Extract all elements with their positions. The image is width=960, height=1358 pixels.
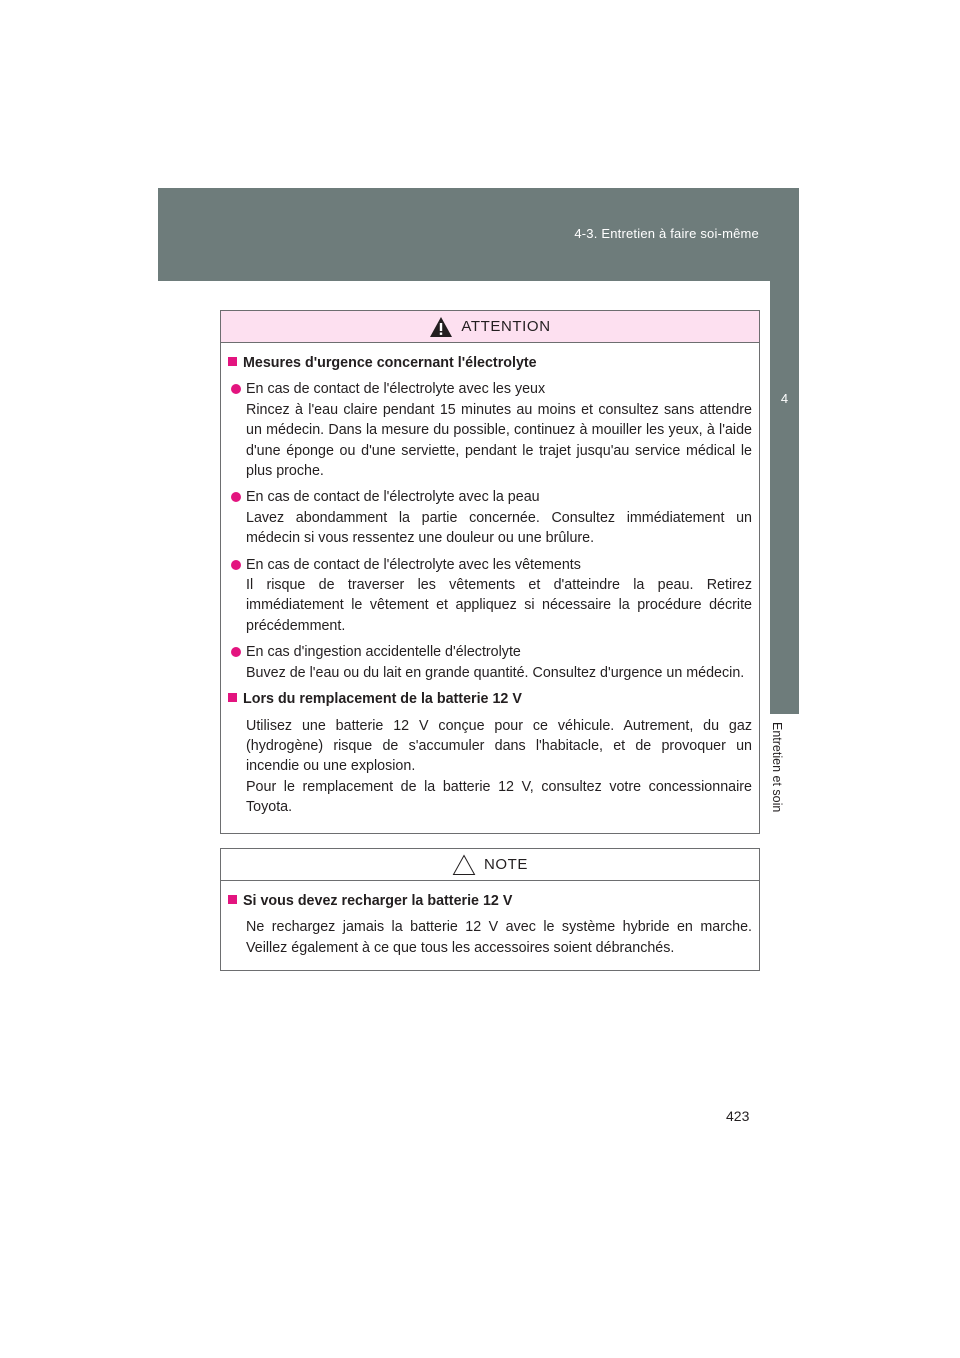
heading-text: Lors du remplacement de la batterie 12 V xyxy=(243,691,522,708)
warning-icon xyxy=(429,316,453,338)
note-body xyxy=(221,881,759,958)
page-number: 423 xyxy=(726,1108,750,1124)
section-heading xyxy=(228,891,752,911)
attention-box xyxy=(220,310,760,834)
item-text: Il risque de traverser les vêtements et d'atteindre la peau. Retirez immédiatement le vêtement et appliquez si nécessaire la procédure décrite précédemment. xyxy=(246,577,752,634)
section-heading xyxy=(228,353,752,373)
item-text: Buvez de l'eau ou du lait en grande quantité. Consultez d'urgence un médecin. xyxy=(246,664,745,681)
note-box xyxy=(220,848,760,971)
square-bullet-icon xyxy=(228,693,237,702)
list-item xyxy=(228,642,752,683)
round-bullet-icon xyxy=(231,384,241,394)
chapter-tab xyxy=(770,376,799,714)
section-heading xyxy=(228,689,752,709)
item-text: Rincez à l'eau claire pendant 15 minutes au moins et consultez sans attendre un médecin. Dans la mesure du possible, continuez à mouiller les yeux, à l'aide d'une éponge ou d'une serviette, pendant le trajet jusqu'au service médical le plus proche. xyxy=(246,401,752,480)
list-item xyxy=(228,379,752,481)
item-title: En cas d'ingestion accidentelle d'électrolyte xyxy=(246,644,521,661)
list-item xyxy=(228,555,752,637)
note-title: NOTE xyxy=(483,856,529,873)
note-header xyxy=(221,849,759,881)
chapter-number: 4 xyxy=(780,391,789,406)
heading-text: Mesures d'urgence concernant l'électrolyte xyxy=(243,355,537,371)
round-bullet-icon xyxy=(231,647,241,657)
paragraph: Utilisez une batterie 12 V conçue pour ce véhicule. Autrement, du gaz (hydrogène) risque de s'accumuler dans l'habitacle, et de provoquer un incendie ou une explosion. xyxy=(246,717,752,775)
list-item xyxy=(228,487,752,548)
heading-text: Si vous devez recharger la batterie 12 V xyxy=(243,893,513,909)
item-title: En cas de contact de l'électrolyte avec les vêtements xyxy=(246,556,581,573)
section-title: 4-3. Entretien à faire soi-même xyxy=(574,226,759,241)
header-band xyxy=(158,188,799,281)
attention-title: ATTENTION xyxy=(461,318,551,335)
paragraph: Pour le remplacement de la batterie 12 V, consultez votre concessionnaire Toyota. xyxy=(246,778,752,816)
item-title: En cas de contact de l'électrolyte avec la peau xyxy=(246,489,540,506)
square-bullet-icon xyxy=(228,357,237,366)
chapter-label: Entretien et soin xyxy=(770,722,784,813)
paragraph: Ne rechargez jamais la batterie 12 V avec le système hybride en marche. Veillez également à ce que tous les accessoires soient débranchés. xyxy=(246,919,752,956)
attention-body xyxy=(221,343,759,818)
round-bullet-icon xyxy=(231,560,241,570)
square-bullet-icon xyxy=(228,895,237,904)
attention-header xyxy=(221,311,759,343)
item-text: Lavez abondamment la partie concernée. Consultez immédiatement un médecin si vous ressentez une douleur ou une brûlure. xyxy=(246,509,752,547)
item-title: En cas de contact de l'électrolyte avec les yeux xyxy=(246,381,546,398)
caution-outline-icon xyxy=(452,854,476,876)
side-tab-upper xyxy=(770,281,799,376)
round-bullet-icon xyxy=(231,492,241,502)
